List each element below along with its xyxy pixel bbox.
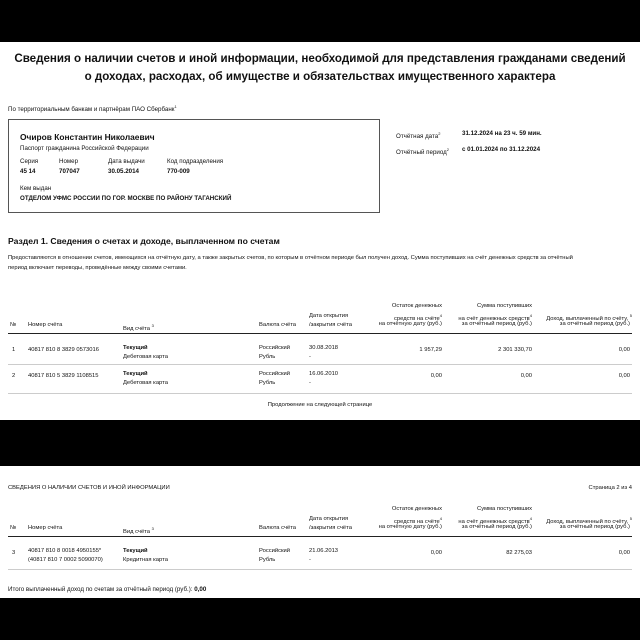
row-no: 1 bbox=[12, 347, 16, 353]
row-divider bbox=[8, 393, 632, 394]
col-no: № bbox=[10, 322, 17, 328]
row-close-date: - bbox=[309, 354, 311, 360]
col-income-l1: Сумма поступивших bbox=[477, 506, 532, 512]
report-period-label: Отчётный период$^2$ bbox=[396, 147, 450, 157]
row-balance: 0,00 bbox=[430, 373, 442, 379]
issue-date-value: 30.05.2014 bbox=[108, 168, 139, 175]
row-no: 2 bbox=[12, 373, 16, 379]
page-number: Страница 2 из 4 bbox=[588, 485, 632, 491]
col-account: Номер счёта bbox=[28, 322, 63, 328]
col-income-l1: Сумма поступивших bbox=[477, 303, 532, 309]
row-currency-l2: Рубль bbox=[259, 380, 276, 386]
document-title-line1: Сведения о наличии счетов и иной информации, необходимой для представления гражданами сведений bbox=[14, 52, 626, 65]
row-divider bbox=[8, 569, 632, 570]
col-income-l2: на счёт денежных средств$^4$ bbox=[458, 313, 532, 322]
col-currency: Валюта счёта bbox=[259, 322, 297, 328]
row-paid: 0,00 bbox=[618, 347, 630, 353]
col-income-l3: за отчётный период (руб.) bbox=[461, 321, 532, 327]
document-page-2 bbox=[0, 466, 640, 598]
row-currency-l2: Рубль bbox=[259, 557, 276, 563]
col-balance-l2: средств на счёте$^4$ bbox=[393, 313, 442, 322]
col-currency: Валюта счёта bbox=[259, 525, 297, 531]
document-type: Паспорт гражданина Российской Федерации bbox=[20, 145, 149, 152]
row-currency-l1: Российский bbox=[259, 548, 291, 554]
col-dates-l1: Дата открытия bbox=[309, 313, 349, 319]
col-account: Номер счёта bbox=[28, 525, 63, 531]
report-date-value: 31.12.2024 на 23 ч. 59 мин. bbox=[462, 130, 542, 137]
row-close-date: - bbox=[309, 557, 311, 563]
section-title: Раздел 1. Сведения о счетах и доходе, выплаченном по счетам bbox=[8, 236, 280, 246]
col-dates-l2: /закрытия счёта bbox=[309, 322, 352, 328]
col-no: № bbox=[10, 525, 17, 531]
scope-note: По территориальным банкам и партнёрам ПАО Сбербанк$^1$ bbox=[8, 104, 177, 114]
row-account: 40817 810 8 3829 0573016 bbox=[28, 347, 99, 353]
row-type: Текущий bbox=[123, 345, 148, 351]
section-description-line2: период включает переводы, проведённые между своими счетами. bbox=[8, 265, 187, 271]
report-date-label: Отчётная дата$^2$ bbox=[396, 131, 441, 141]
col-type: Вид счёта $^3$ bbox=[123, 526, 154, 535]
col-balance-l1: Остаток денежных bbox=[391, 303, 442, 309]
col-dates-l2: /закрытия счёта bbox=[309, 525, 352, 531]
row-card: Дебетовая карта bbox=[123, 354, 168, 360]
row-paid: 0,00 bbox=[618, 550, 630, 556]
row-income: 2 301 330,70 bbox=[498, 347, 532, 353]
continued-note: Продолжение на следующей странице bbox=[267, 402, 373, 408]
row-type: Текущий bbox=[123, 371, 148, 377]
row-open-date: 16.06.2010 bbox=[309, 371, 339, 377]
row-account-secondary: (40817 810 7 0002 5090070) bbox=[28, 557, 103, 563]
page2-header: СВЕДЕНИЯ О НАЛИЧИИ СЧЕТОВ И ИНОЙ ИНФОРМАЦИИ bbox=[8, 485, 170, 491]
row-income: 82 275,03 bbox=[506, 550, 532, 556]
total-paid-income: Итого выплаченный доход по счетам за отчётный период (руб.): 0,00 bbox=[8, 586, 207, 593]
row-paid: 0,00 bbox=[618, 373, 630, 379]
number-label: Номер bbox=[59, 158, 79, 165]
document-page-1 bbox=[0, 42, 640, 420]
row-currency-l2: Рубль bbox=[259, 354, 276, 360]
col-paid-l2: за отчётный период (руб.) bbox=[559, 321, 630, 327]
document-title-line2: о доходах, расходах, об имуществе и обязательствах имущественного характера bbox=[84, 70, 556, 83]
division-code-label: Код подразделения bbox=[167, 158, 224, 165]
series-value: 45 14 bbox=[20, 168, 36, 175]
issue-date-label: Дата выдачи bbox=[108, 158, 145, 165]
row-type: Текущий bbox=[123, 548, 148, 554]
row-balance: 0,00 bbox=[430, 550, 442, 556]
col-type: Вид счёта $^3$ bbox=[123, 323, 154, 332]
col-dates-l1: Дата открытия bbox=[309, 516, 349, 522]
section-description-line1: Предоставляются в отношении счетов, имеющихся на отчётную дату, а также закрытых счетов, по которым в отчётном периоде был получен доход. Сумма поступивших на счёт денежных средств за отчётный bbox=[8, 255, 573, 261]
col-income-l2: на счёт денежных средств$^4$ bbox=[458, 516, 532, 525]
series-label: Серия bbox=[20, 158, 39, 165]
table-header-divider bbox=[8, 536, 632, 537]
col-balance-l3: на отчётную дату (руб.) bbox=[378, 321, 442, 327]
division-code-value: 770-009 bbox=[167, 168, 190, 175]
row-card: Дебетовая карта bbox=[123, 380, 168, 386]
row-balance: 1 957,29 bbox=[419, 347, 442, 353]
row-income: 0,00 bbox=[520, 373, 532, 379]
row-account: 40817 810 8 0018 4950155* bbox=[28, 548, 102, 554]
number-value: 707047 bbox=[59, 168, 80, 175]
row-open-date: 21.06.2013 bbox=[309, 548, 339, 554]
col-balance-l1: Остаток денежных bbox=[391, 506, 442, 512]
person-name: Очиров Константин Николаевич bbox=[20, 132, 155, 142]
row-currency-l1: Российский bbox=[259, 345, 291, 351]
report-period-value: с 01.01.2024 по 31.12.2024 bbox=[462, 146, 541, 153]
issued-by-label: Кем выдан bbox=[20, 185, 52, 192]
person-info-box bbox=[8, 119, 380, 213]
col-paid-l2: за отчётный период (руб.) bbox=[559, 524, 630, 530]
issued-by-value: ОТДЕЛОМ УФМС РОССИИ ПО ГОР. МОСКВЕ ПО РАЙОНУ ТАГАНСКИЙ bbox=[20, 195, 232, 202]
row-no: 3 bbox=[12, 550, 16, 556]
row-divider bbox=[8, 364, 632, 365]
row-close-date: - bbox=[309, 380, 311, 386]
row-open-date: 30.08.2018 bbox=[309, 345, 339, 351]
row-currency-l1: Российский bbox=[259, 371, 291, 377]
col-income-l3: за отчётный период (руб.) bbox=[461, 524, 532, 530]
col-paid-l1: Доход, выплаченный по счёту, $^5$ bbox=[546, 516, 632, 525]
row-card: Кредитная карта bbox=[123, 557, 168, 563]
col-balance-l3: на отчётную дату (руб.) bbox=[378, 524, 442, 530]
col-balance-l2: средств на счёте$^4$ bbox=[393, 516, 442, 525]
table-header-divider bbox=[8, 333, 632, 334]
row-account: 40817 810 5 3829 1108515 bbox=[28, 373, 99, 379]
col-paid-l1: Доход, выплаченный по счёту, $^5$ bbox=[546, 313, 632, 322]
